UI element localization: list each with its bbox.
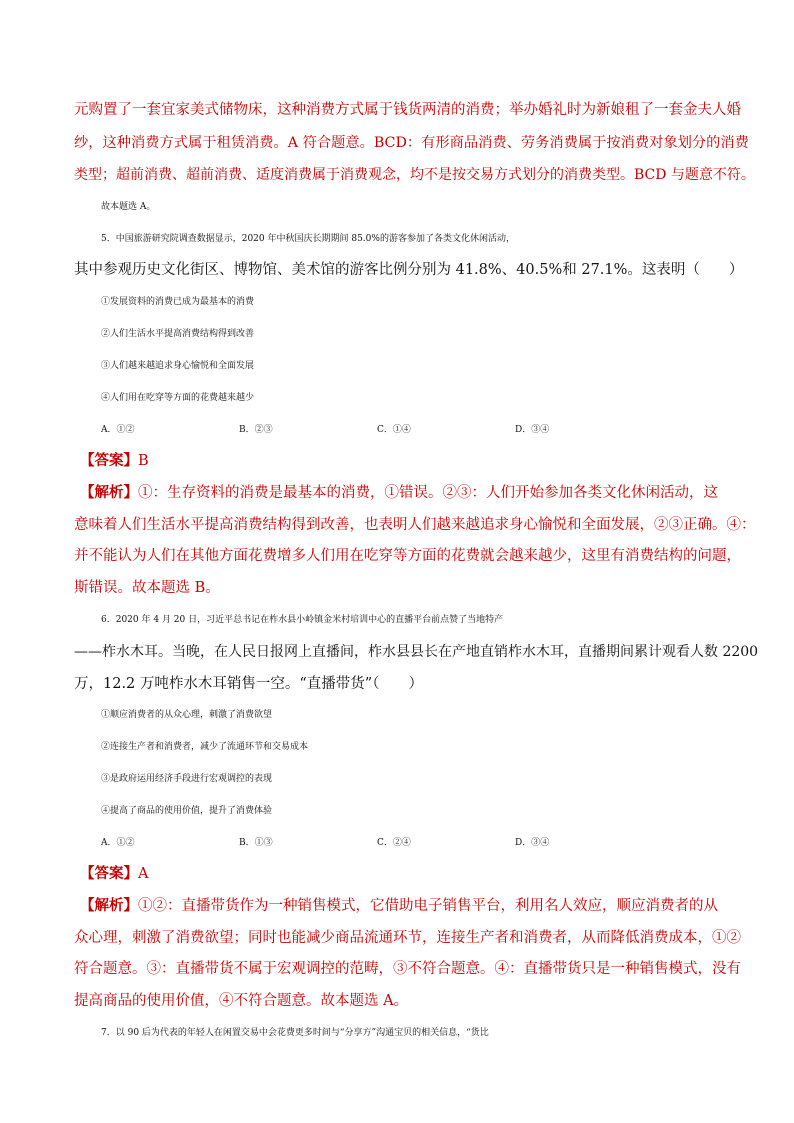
q5-statement: ①发展资料的消费已成为最基本的消费 — [101, 297, 255, 307]
analysis-text: ①：生存资料的消费是最基本的消费，①错误。②③：人们开始参加各类文化休闲活动，这 — [138, 485, 718, 501]
q5-option-d: D．③④ — [515, 425, 550, 435]
q7-stem-line: 7．以 90 后为代表的年轻人在闲置交易中会花费更多时间与“分享方”沟通宝贝的相关信息，“货比 — [101, 1028, 489, 1038]
answer-value: B — [138, 453, 149, 469]
q6-statement: ①顺应消费者的从众心理，刺激了消费欲望 — [101, 710, 273, 720]
q6-statement: ④提高了商品的使用价值，提升了消费体验 — [101, 806, 273, 816]
analysis-label: 【解析】 — [80, 484, 138, 501]
q5-option-c: C．①④ — [377, 425, 411, 435]
q5-analysis-line: 斯错误。故本题选 B。 — [74, 580, 220, 596]
answer-label: 【答案】 — [80, 865, 138, 882]
q6-analysis-line: 符合题意。③：直播带货不属于宏观调控的范畴，③不符合题意。④：直播带货只是一种销售模式，没有 — [74, 961, 741, 977]
q6-option-b: B．①③ — [239, 838, 273, 848]
q5-statement: ②人们生活水平提高消费结构得到改善 — [101, 329, 255, 339]
q6-analysis-line — [80, 896, 740, 916]
q6-analysis-line: 提高商品的使用价值，④不符合题意。故本题选 A。 — [74, 993, 409, 1009]
q6-options — [101, 833, 761, 853]
q5-option-b: B．②③ — [239, 425, 273, 435]
q5-answer — [80, 451, 740, 471]
q5-stem-line: 其中参观历史文化街区、博物馆、美术馆的游客比例分别为 41.8%、40.5%和 27.1%。这表明（ ） — [74, 262, 744, 278]
q5-analysis-line: 意味着人们生活水平提高消费结构得到改善，也表明人们越来越追求身心愉悦和全面发展，②③正确。④： — [74, 517, 756, 533]
analysis-text: ①②：直播带货作为一种销售模式，它借助电子销售平台，利用名人效应，顺应消费者的从 — [138, 898, 718, 914]
q5-statement: ④人们用在吃穿等方面的花费越来越少 — [101, 393, 255, 403]
prev-analysis-line: 元购置了一套宜家美式储物床，这种消费方式属于钱货两清的消费；举办婚礼时为新娘租了一套金夫人婚 — [74, 102, 741, 118]
q5-options — [101, 420, 761, 440]
q6-stem-line: ——柞水木耳。当晚，在人民日报网上直播间，柞水县县长在产地直销柞水木耳，直播期间累计观看人数 2200 — [74, 644, 759, 660]
q5-analysis-line — [80, 483, 740, 503]
q5-option-a: A．①② — [101, 425, 135, 435]
q6-statement: ③是政府运用经济手段进行宏观调控的表现 — [101, 774, 273, 784]
prev-conclusion: 故本题选 A。 — [101, 202, 156, 212]
q6-answer — [80, 864, 740, 884]
q6-option-a: A．①② — [101, 838, 135, 848]
prev-analysis-line: 纱，这种消费方式属于租赁消费。A 符合题意。BCD：有形商品消费、劳务消费属于按消费对象划分的消费 — [74, 135, 749, 151]
q6-analysis-line: 众心理，刺激了消费欲望；同时也能减少商品流通环节，连接生产者和消费者，从而降低消费成本，①② — [74, 930, 741, 946]
prev-analysis-line: 类型；超前消费、超前消费、适度消费属于消费观念，均不是按交易方式划分的消费类型。BCD 与题意不符。 — [74, 167, 755, 183]
q6-statement: ②连接生产者和消费者，减少了流通环节和交易成本 — [101, 742, 309, 752]
q5-analysis-line: 并不能认为人们在其他方面花费增多人们用在吃穿等方面的花费就会越来越少，这里有消费结构的问题， — [74, 548, 741, 564]
answer-label: 【答案】 — [80, 452, 138, 469]
q5-statement: ③人们越来越追求身心愉悦和全面发展 — [101, 361, 255, 371]
q5-stem-line: 5．中国旅游研究院调查数据显示，2020 年中秋国庆长期期间 85.0%的游客参加了各类文化休闲活动， — [101, 234, 515, 244]
q6-stem-line: 6．2020 年 4 月 20 日，习近平总书记在柞水县小岭镇金米村培训中心的直播平台前点赞了当地特产 — [101, 615, 504, 625]
analysis-label: 【解析】 — [80, 897, 138, 914]
q6-stem-line: 万，12.2 万吨柞水木耳销售一空。“直播带货”（ ） — [74, 676, 423, 692]
q6-option-c: C．②④ — [377, 838, 411, 848]
answer-value: A — [138, 866, 149, 882]
q6-option-d: D．③④ — [515, 838, 550, 848]
